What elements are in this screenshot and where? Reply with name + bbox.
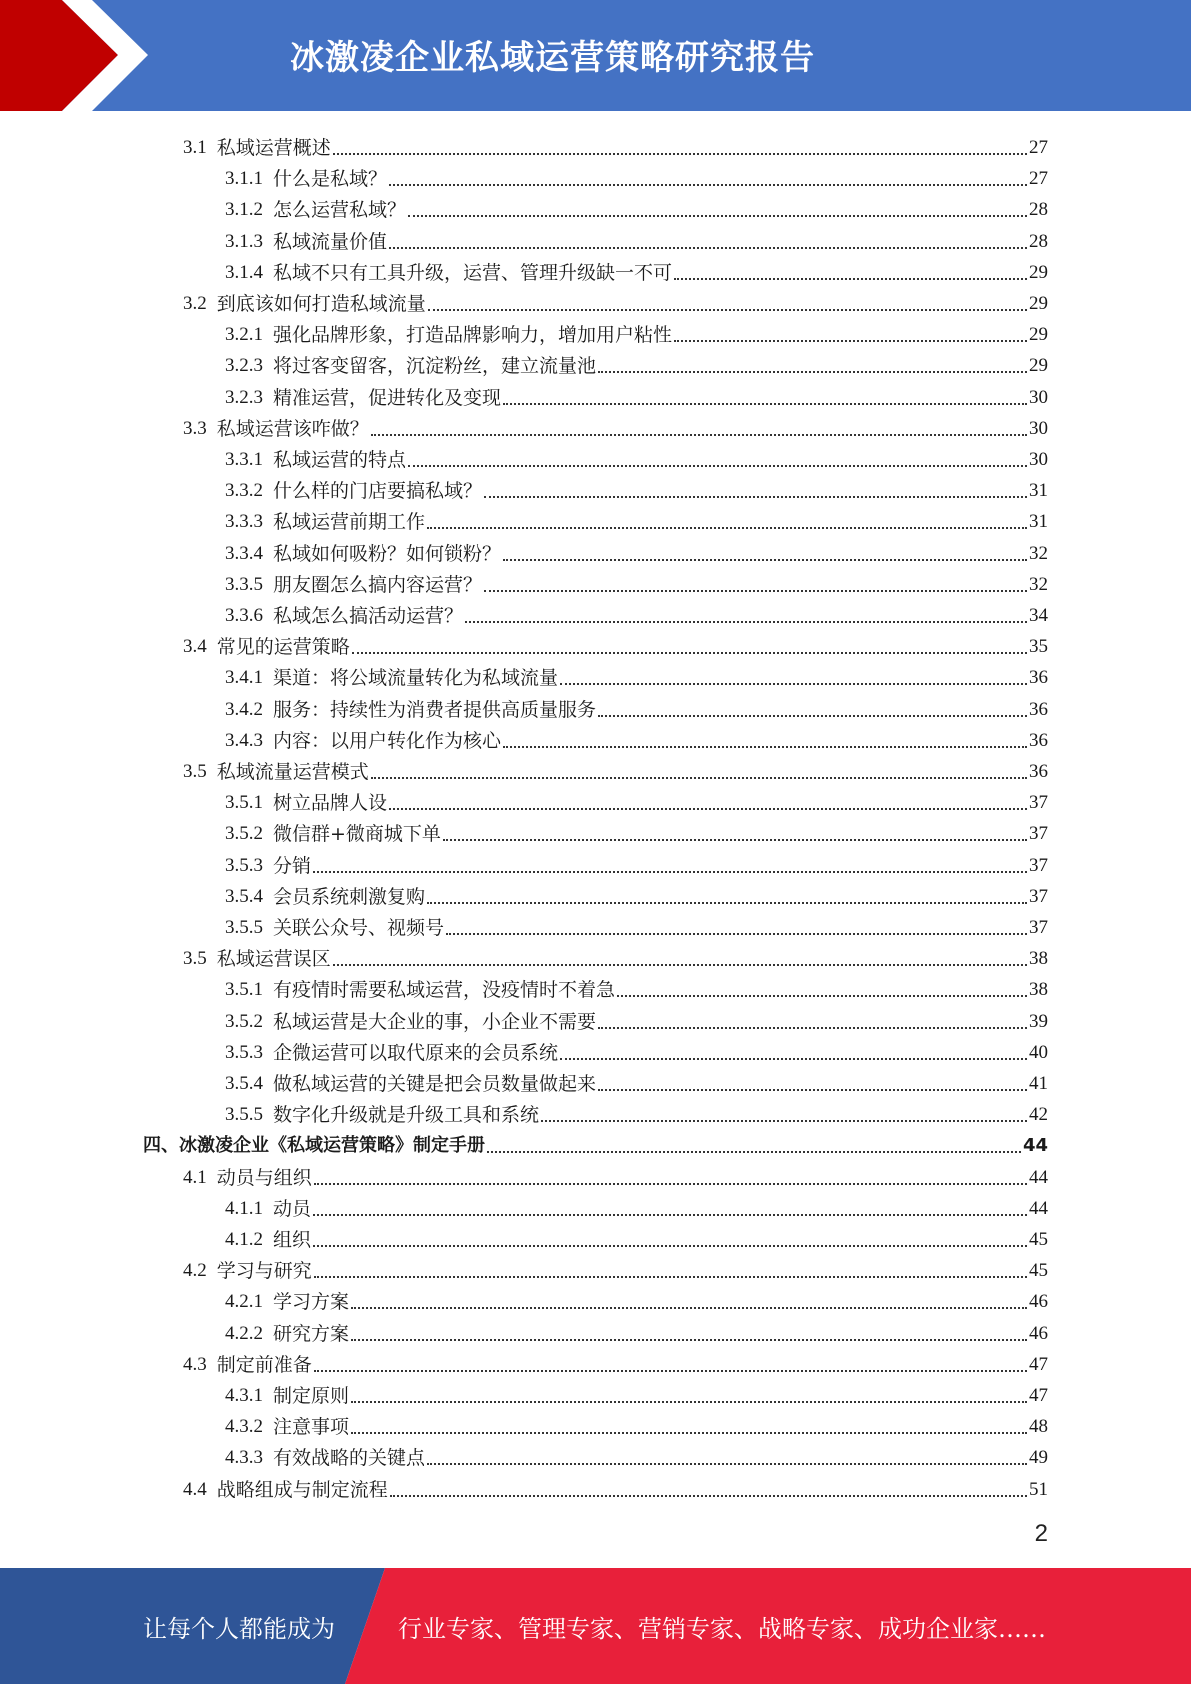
toc-entry-page: 46 [1029,1322,1048,1344]
toc-entry-title: 学习方案 [273,1291,350,1314]
toc-entry-title: 私域运营的特点 [273,449,407,471]
toc-entry-title: 微信群+微商城下单 [273,823,441,846]
toc-dot-leader [484,590,1027,592]
toc-entry-title: 制定原则 [273,1385,350,1407]
toc-entry-title: 战略组成与制定流程 [216,1478,388,1501]
toc-dot-leader [408,215,1027,217]
toc-entry-number: 3.1.3 [225,230,263,252]
toc-dot-leader [314,1276,1027,1278]
toc-entry-page: 27 [1029,168,1048,190]
toc-entry-number: 4.1 [183,1166,207,1188]
toc-entry-number: 3.5 [183,948,207,970]
toc-entry[interactable] [225,814,1048,845]
toc-entry[interactable] [183,1345,1048,1376]
toc-entry-number: 4.2.2 [225,1322,263,1344]
toc-entry[interactable] [225,471,1048,502]
toc-entry-page: 36 [1029,729,1048,751]
toc-entry-page: 44 [1029,1197,1048,1219]
toc-entry[interactable] [225,908,1048,939]
toc-entry-number: 3.5.5 [225,917,263,938]
toc-entry-title: 分销 [273,854,312,877]
toc-entry[interactable] [225,534,1048,565]
toc-entry-page: 28 [1029,230,1048,252]
toc-entry-page: 29 [1029,355,1048,377]
toc-entry-page: 30 [1029,417,1048,439]
toc-entry-page: 37 [1029,823,1048,845]
page-number: 2 [1034,1520,1048,1547]
toc-dot-leader [503,746,1027,748]
toc-entry-page: 30 [1029,449,1048,470]
toc-entry-number: 3.3 [183,417,207,439]
toc-dot-leader [313,871,1027,873]
toc-dot-leader [390,1495,1027,1497]
toc-entry-title: 渠道：将公域流量转化为私域流量 [273,667,559,690]
toc-entry-number: 3.3.3 [225,511,263,533]
toc-dot-leader [560,683,1027,685]
footer-band [0,1568,1191,1684]
toc-entry-page: 37 [1029,792,1048,814]
toc-entry[interactable] [225,1189,1048,1220]
toc-entry[interactable] [225,721,1048,752]
toc-entry-number: 3.5.4 [225,885,263,907]
toc-entry-number: 3.4.1 [225,667,263,689]
toc-dot-leader [503,403,1027,405]
toc-entry-page: 31 [1029,511,1048,533]
toc-dot-leader [427,1463,1027,1465]
toc-entry-number: 3.5 [183,761,207,782]
toc-dot-leader [487,1151,1021,1153]
toc-entry-number: 3.2.3 [225,386,263,408]
toc-dot-leader [314,1183,1027,1185]
toc-entry-number: 3.3.2 [225,480,263,502]
toc-dot-leader [351,1432,1027,1434]
toc-entry-page: 41 [1029,1073,1048,1094]
toc-entry-page: 37 [1029,917,1048,938]
toc-entry-title: 私域流量价值 [273,230,388,253]
toc-dot-leader [541,1120,1027,1122]
toc-dot-leader [351,1307,1027,1309]
toc-entry-number: 3.5.1 [225,979,263,1001]
toc-entry[interactable] [183,409,1048,440]
toc-dot-leader [560,1058,1027,1060]
toc-dot-leader [598,715,1027,717]
toc-entry-title: 私域运营是大企业的事，小企业不需要 [273,1010,597,1033]
toc-entry-number: 3.4 [183,636,207,658]
toc-entry-page: 44 [1029,1166,1048,1188]
toc-entry-title: 关联公众号、视频号 [273,917,445,939]
toc-dot-leader [484,496,1027,498]
toc-entry[interactable] [225,1220,1048,1251]
toc-entry-title: 朋友圈怎么搞内容运营？ [273,573,483,596]
toc-dot-leader [503,559,1027,561]
toc-entry[interactable] [225,1438,1048,1469]
footer-slogan-right: 行业专家、管理专家、营销专家、战略专家、成功企业家…… [398,1614,1046,1643]
toc-dot-leader [428,309,1027,311]
toc-entry-title: 到底该如何打造私域流量 [216,293,426,315]
toc-entry-number: 3.5.2 [225,1010,263,1032]
toc-entry[interactable] [225,1095,1048,1126]
toc-entry[interactable] [225,1282,1048,1313]
toc-dot-leader [465,621,1027,623]
toc-entry-page: 47 [1029,1385,1048,1406]
toc-entry-title: 私域运营误区 [216,948,331,971]
toc-entry-title: 私域运营该咋做？ [216,417,369,440]
toc-entry-page: 29 [1029,261,1048,283]
toc-entry-page: 32 [1029,573,1048,595]
toc-entry-title: 什么是私域？ [273,168,388,191]
toc-entry-title: 研究方案 [273,1322,350,1345]
toc-entry[interactable] [225,877,1048,908]
toc-entry[interactable] [225,1064,1048,1095]
toc-entry[interactable] [183,284,1048,315]
toc-dot-leader [598,1027,1027,1029]
toc-entry[interactable] [225,1033,1048,1064]
toc-entry-title: 树立品牌人设 [273,792,388,815]
header-arrow-decoration [0,0,160,111]
toc-entry-number: 3.4.2 [225,698,263,720]
toc-entry-number: 3.2.3 [225,355,263,377]
toc-entry-title: 私域怎么搞活动运营？ [273,605,464,627]
toc-entry-page: 44 [1022,1135,1048,1157]
toc-entry-number: 3.2 [183,293,207,314]
toc-entry-number: 4.1.2 [225,1229,263,1250]
toc-entry-title: 组织 [273,1229,312,1251]
toc-entry-number: 3.5.4 [225,1073,263,1094]
toc-entry-title: 动员 [273,1197,312,1220]
toc-dot-leader [674,278,1027,280]
header-band [0,0,1191,111]
toc-entry-title: 服务：持续性为消费者提供高质量服务 [273,698,597,721]
toc-entry-number: 3.1.4 [225,261,263,283]
toc-dot-leader [617,995,1027,997]
toc-entry-number: 3.3.6 [225,605,263,626]
toc-entry-title: 私域运营前期工作 [273,511,426,534]
toc-dot-leader [389,808,1027,810]
toc-entry-number: 3.4.3 [225,729,263,751]
toc-entry-title: 动员与组织 [216,1166,312,1189]
toc-dot-leader [598,371,1027,373]
toc-entry-title: 有疫情时需要私域运营，没疫情时不着急 [273,979,616,1002]
toc-entry[interactable] [225,565,1048,596]
toc-entry-title: 做私域运营的关键是把会员数量做起来 [273,1073,597,1095]
toc-dot-leader [313,1245,1027,1247]
toc-entry-page: 36 [1029,667,1048,689]
toc-entry-page: 42 [1029,1104,1048,1126]
toc-entry-title: 学习与研究 [216,1260,312,1283]
toc-dot-leader [333,153,1027,155]
toc-entry[interactable] [225,783,1048,814]
toc-entry-title: 将过客变留客，沉淀粉丝，建立流量池 [273,355,597,378]
toc-entry-number: 4.4 [183,1478,207,1500]
toc-entry-page: 36 [1029,698,1048,720]
toc-entry-title: 私域流量运营模式 [216,761,369,783]
toc-entry-page: 31 [1029,480,1048,502]
toc-entry[interactable] [183,939,1048,970]
toc-entry[interactable] [183,1251,1048,1282]
toc-entry-title: 私域运营概述 [216,137,331,159]
toc-entry[interactable] [225,1002,1048,1033]
toc-entry-page: 48 [1029,1416,1048,1438]
toc-entry-page: 46 [1029,1291,1048,1313]
toc-entry[interactable] [225,1376,1048,1407]
toc-dot-leader [314,1370,1027,1372]
toc-entry-title: 精准运营，促进转化及变现 [273,386,502,409]
toc-dot-leader [371,434,1027,436]
toc-entry-title: 常见的运营策略 [216,636,350,659]
toc-entry-title: 怎么运营私域？ [273,199,407,222]
toc-entry-title: 私域不只有工具升级，运营、管理升级缺一不可 [273,261,673,284]
toc-entry-number: 3.3.5 [225,573,263,595]
toc-entry-page: 45 [1029,1260,1048,1282]
toc-entry-page: 30 [1029,386,1048,408]
toc-dot-leader [352,652,1027,654]
toc-entry-number: 3.5.2 [225,823,263,845]
toc-entry-number: 3.1.2 [225,199,263,221]
toc-dot-leader [674,340,1027,342]
toc-entry-number: 4.2.1 [225,1291,263,1313]
toc-entry-number: 3.5.3 [225,1041,263,1063]
toc-entry-number: 3.3.4 [225,542,263,564]
toc-entry-title: 制定前准备 [216,1353,312,1376]
toc-entry-page: 40 [1029,1041,1048,1063]
toc-entry[interactable] [225,440,1048,471]
toc-entry-number: 3.5.3 [225,854,263,876]
toc-entry-title: 有效战略的关键点 [273,1447,426,1470]
toc-entry-number: 4.3.1 [225,1385,263,1406]
toc-dot-leader [446,933,1027,935]
toc-dot-leader [389,184,1027,186]
toc-entry-page: 36 [1029,761,1048,782]
toc-entry[interactable] [143,1126,1048,1157]
toc-entry[interactable] [225,1314,1048,1345]
toc-entry[interactable] [225,658,1048,689]
toc-entry[interactable] [225,1407,1048,1438]
toc-entry-number: 3.5.5 [225,1104,263,1126]
toc-entry[interactable] [183,128,1048,159]
toc-entry-page: 38 [1029,979,1048,1001]
toc-dot-leader [333,964,1027,966]
toc-entry-page: 47 [1029,1353,1048,1375]
toc-dot-leader [427,902,1027,904]
toc-entry-page: 28 [1029,199,1048,221]
toc-entry[interactable] [225,690,1048,721]
toc-entry[interactable] [225,502,1048,533]
toc-entry[interactable] [183,1158,1048,1189]
toc-entry-page: 35 [1029,636,1048,658]
toc-entry-title: 私域如何吸粉？如何锁粉？ [273,542,502,565]
toc-entry-number: 4.2 [183,1260,207,1282]
toc-entry[interactable] [183,752,1048,783]
toc-entry-page: 34 [1029,605,1048,626]
toc-entry[interactable] [225,253,1048,284]
toc-entry[interactable] [225,346,1048,377]
toc-entry[interactable] [183,1470,1048,1501]
toc-entry-page: 51 [1029,1478,1048,1500]
toc-entry[interactable] [225,222,1048,253]
toc-entry-page: 38 [1029,948,1048,970]
toc-dot-leader [313,1214,1027,1216]
toc-entry-number: 4.3 [183,1353,207,1375]
toc-entry-title: 企微运营可以取代原来的会员系统 [273,1041,559,1064]
toc-entry-number: 3.5.1 [225,792,263,814]
toc-entry-number: 4.3.3 [225,1447,263,1469]
toc-dot-leader [389,247,1027,249]
toc-entry-page: 49 [1029,1447,1048,1469]
toc-entry-page: 39 [1029,1010,1048,1032]
toc-entry-number: 3.2.1 [225,324,263,346]
toc-dot-leader [371,777,1027,779]
toc-entry-number: 3.1.1 [225,168,263,190]
toc-entry-page: 27 [1029,137,1048,158]
toc-entry-title: 什么样的门店要搞私域？ [273,480,483,503]
toc-entry-title: 四、冰激凌企业《私域运营策略》制定手册 [143,1135,485,1157]
toc-entry[interactable] [225,315,1048,346]
toc-entry-page: 32 [1029,542,1048,564]
toc-entry[interactable] [225,970,1048,1001]
toc-entry[interactable] [225,159,1048,190]
toc-entry-title: 会员系统刺激复购 [273,885,426,908]
toc-dot-leader [351,1339,1027,1341]
toc-entry[interactable] [225,846,1048,877]
toc-entry-number: 3.1 [183,137,207,158]
toc-entry-page: 29 [1029,293,1048,314]
toc-entry-page: 37 [1029,885,1048,907]
toc-entry[interactable] [225,596,1048,627]
toc-dot-leader [443,839,1027,841]
toc-entry-number: 4.1.1 [225,1197,263,1219]
toc-entry-title: 数字化升级就是升级工具和系统 [273,1104,540,1127]
toc-entry-number: 3.3.1 [225,449,263,470]
toc-entry-page: 45 [1029,1229,1048,1250]
toc-dot-leader [427,527,1027,529]
toc-dot-leader [351,1401,1027,1403]
toc-entry-number: 4.3.2 [225,1416,263,1438]
toc-entry[interactable] [225,190,1048,221]
toc-dot-leader [598,1089,1027,1091]
toc-entry[interactable] [183,627,1048,658]
report-title: 冰激凌企业私域运营策略研究报告 [290,37,815,78]
toc-entry-title: 注意事项 [273,1416,350,1439]
toc-dot-leader [408,465,1027,467]
toc-entry-title: 强化品牌形象，打造品牌影响力，增加用户粘性 [273,324,673,347]
toc-entry-page: 37 [1029,854,1048,876]
toc-entry-page: 29 [1029,324,1048,346]
toc-entry-title: 内容：以用户转化作为核心 [273,729,502,752]
footer-slogan-left: 让每个人都能成为 [143,1614,335,1643]
toc-entry[interactable] [225,378,1048,409]
